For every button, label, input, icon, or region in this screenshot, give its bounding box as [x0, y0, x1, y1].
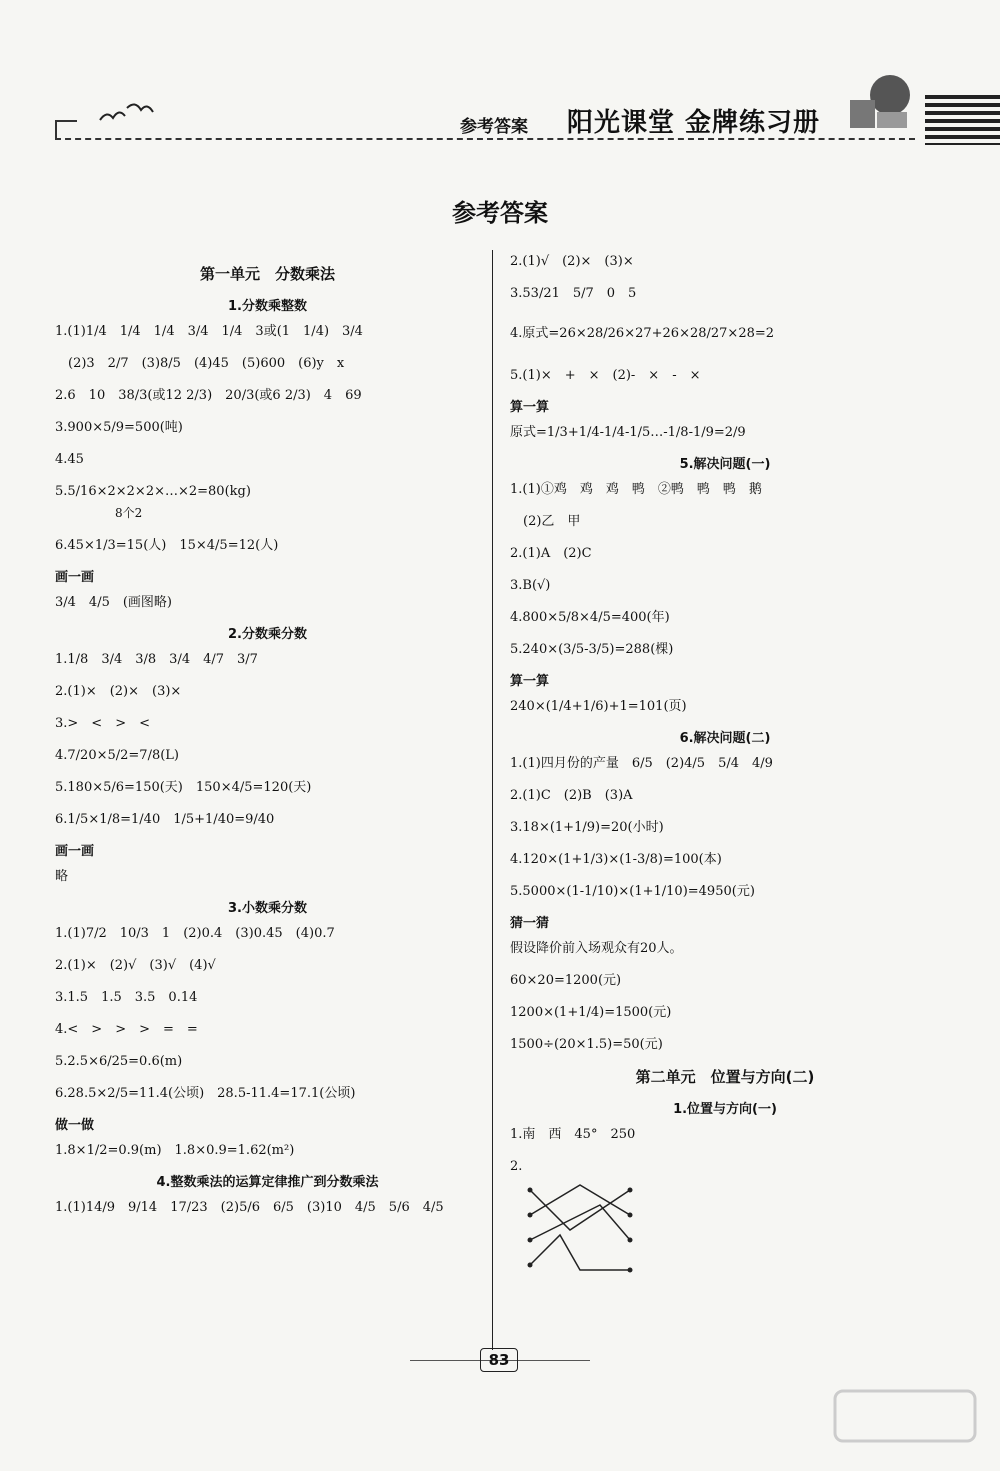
diagram-dot: [528, 1213, 533, 1218]
answer-line: 1.(1)1/4 1/4 1/4 3/4 1/4 3或(1 1/4) 3/4: [55, 324, 363, 339]
answer-line: 60×20=1200(元): [510, 973, 622, 988]
diagram-dot: [528, 1238, 533, 1243]
diagram-dot: [628, 1268, 633, 1273]
answer-line: 5.(1)× + × (2)- × - ×: [510, 368, 701, 383]
answer-line: 5.5000×(1-1/10)×(1+1/10)=4950(元): [510, 884, 755, 899]
answer-line: 3.1.5 1.5 3.5 0.14: [55, 990, 198, 1005]
header-left-title: 参考答案: [460, 117, 528, 137]
answer-line: 4.7/20×5/2=7/8(L): [55, 748, 180, 763]
answer-line: 1.(1)①鸡 鸡 鸡 鸭 ②鸭 鸭 鸭 鹅: [510, 482, 762, 497]
answer-line: 5.2.5×6/25=0.6(m): [55, 1054, 183, 1069]
answer-line: 1.(1)四月份的产量 6/5 (2)4/5 5/4 4/9: [510, 756, 773, 771]
answer-line: 2.: [510, 1159, 523, 1174]
left-column: [55, 255, 480, 1233]
section-heading: 5.解决问题(一): [679, 457, 771, 472]
page-title: 参考答案: [452, 199, 548, 227]
answer-line: 3.B(√): [510, 578, 551, 593]
activity-label: 算一算: [510, 400, 550, 415]
diagram-line: [530, 1190, 630, 1230]
globe-icon: [845, 70, 915, 130]
answer-line: 3.53/21 5/7 0 5: [510, 286, 637, 301]
header-bracket: [55, 120, 77, 140]
answer-line: 3.900×5/9=500(吨): [55, 420, 183, 435]
answer-line: 1.1/8 3/4 3/8 3/4 4/7 3/7: [55, 652, 258, 667]
answer-line: 4.800×5/8×4/5=400(年): [510, 610, 670, 625]
matching-diagram: [520, 1180, 660, 1280]
answer-line: 1.南 西 45° 250: [510, 1127, 636, 1142]
section-heading: 3.小数乘分数: [228, 901, 307, 916]
answer-line: 2.(1)A (2)C: [510, 546, 592, 561]
section-heading: 2.分数乘分数: [228, 627, 307, 642]
bird-icon: [95, 100, 155, 130]
watermark-logo: [830, 1386, 980, 1446]
answer-line: 2.(1)× (2)× (3)×: [55, 684, 182, 699]
answer-line: 4.45: [55, 452, 84, 467]
answer-line: 略: [55, 869, 69, 884]
answer-line: 5.240×(3/5-3/5)=288(棵): [510, 642, 674, 657]
answer-line: 1200×(1+1/4)=1500(元): [510, 1005, 672, 1020]
diagram-line: [530, 1235, 630, 1270]
activity-label: 做一做: [55, 1118, 95, 1133]
unit-heading: 第二单元 位置与方向(二): [635, 1068, 815, 1086]
answer-line: 假设降价前入场观众有20人。: [510, 941, 683, 956]
right-column: [510, 255, 940, 1280]
diagram-dot: [628, 1188, 633, 1193]
answer-line: 2.(1)C (2)B (3)A: [510, 788, 633, 803]
header-stripes: [925, 95, 1000, 145]
section-heading: 1.位置与方向(一): [673, 1102, 777, 1117]
section-heading: 1.分数乘整数: [228, 299, 307, 314]
column-divider: [492, 250, 493, 1350]
answer-line: 1500÷(20×1.5)=50(元): [510, 1037, 663, 1052]
page-number: 83: [480, 1348, 518, 1372]
section-heading: 6.解决问题(二): [679, 731, 771, 746]
answer-line: 5.180×5/6=150(天) 150×4/5=120(天): [55, 780, 312, 795]
answer-line: 3.18×(1+1/9)=20(小时): [510, 820, 664, 835]
diagram-dot: [628, 1238, 633, 1243]
answer-line: 4.原式=26×28/26×27+26×28/27×28=2: [510, 326, 775, 341]
answer-line: 1.8×1/2=0.9(m) 1.8×0.9=1.62(m²): [55, 1143, 295, 1158]
answer-line: (2)乙 甲: [510, 514, 581, 529]
answer-line: 5.5/16×2×2×2×…×2=80(kg): [55, 484, 251, 499]
diagram-dot: [628, 1213, 633, 1218]
activity-label: 画一画: [55, 844, 95, 859]
answer-line: 8个2: [55, 506, 143, 520]
page-header: [55, 80, 925, 150]
activity-label: 猜一猜: [510, 916, 550, 931]
answer-line: 240×(1/4+1/6)+1=101(页): [510, 699, 687, 714]
answer-line: 2.(1)× (2)√ (3)√ (4)√: [55, 958, 216, 973]
answer-line: 3/4 4/5 (画图略): [55, 595, 172, 610]
answer-line: 6.28.5×2/5=11.4(公顷) 28.5-11.4=17.1(公顷): [55, 1086, 356, 1101]
activity-label: 算一算: [510, 674, 550, 689]
answer-line: 6.1/5×1/8=1/40 1/5+1/40=9/40: [55, 812, 275, 827]
section-heading: 4.整数乘法的运算定律推广到分数乘法: [156, 1175, 379, 1190]
diagram-dot: [528, 1263, 533, 1268]
answer-line: 1.(1)14/9 9/14 17/23 (2)5/6 6/5 (3)10 4/5 5/6 4/5: [55, 1200, 444, 1215]
header-right-title: 阳光课堂 金牌练习册: [567, 108, 821, 138]
unit-heading: 第一单元 分数乘法: [199, 265, 335, 283]
diagram-dot: [528, 1188, 533, 1193]
answer-line: 1.(1)7/2 10/3 1 (2)0.4 (3)0.45 (4)0.7: [55, 926, 335, 941]
answer-line: 6.45×1/3=15(人) 15×4/5=12(人): [55, 538, 279, 553]
answer-line: 原式=1/3+1/4-1/4-1/5…-1/8-1/9=2/9: [510, 425, 746, 440]
answer-line: 4.< > > > = =: [55, 1022, 198, 1037]
answer-line: 4.120×(1+1/3)×(1-3/8)=100(本): [510, 852, 722, 867]
answer-line: 2.(1)√ (2)× (3)×: [510, 254, 634, 269]
answer-line: (2)3 2/7 (3)8/5 (4)45 (5)600 (6)y x: [55, 356, 345, 371]
activity-label: 画一画: [55, 570, 95, 585]
answer-line: 2.6 10 38/3(或12 2/3) 20/3(或6 2/3) 4 69: [55, 388, 362, 403]
answer-line: 3.> < > <: [55, 716, 150, 731]
